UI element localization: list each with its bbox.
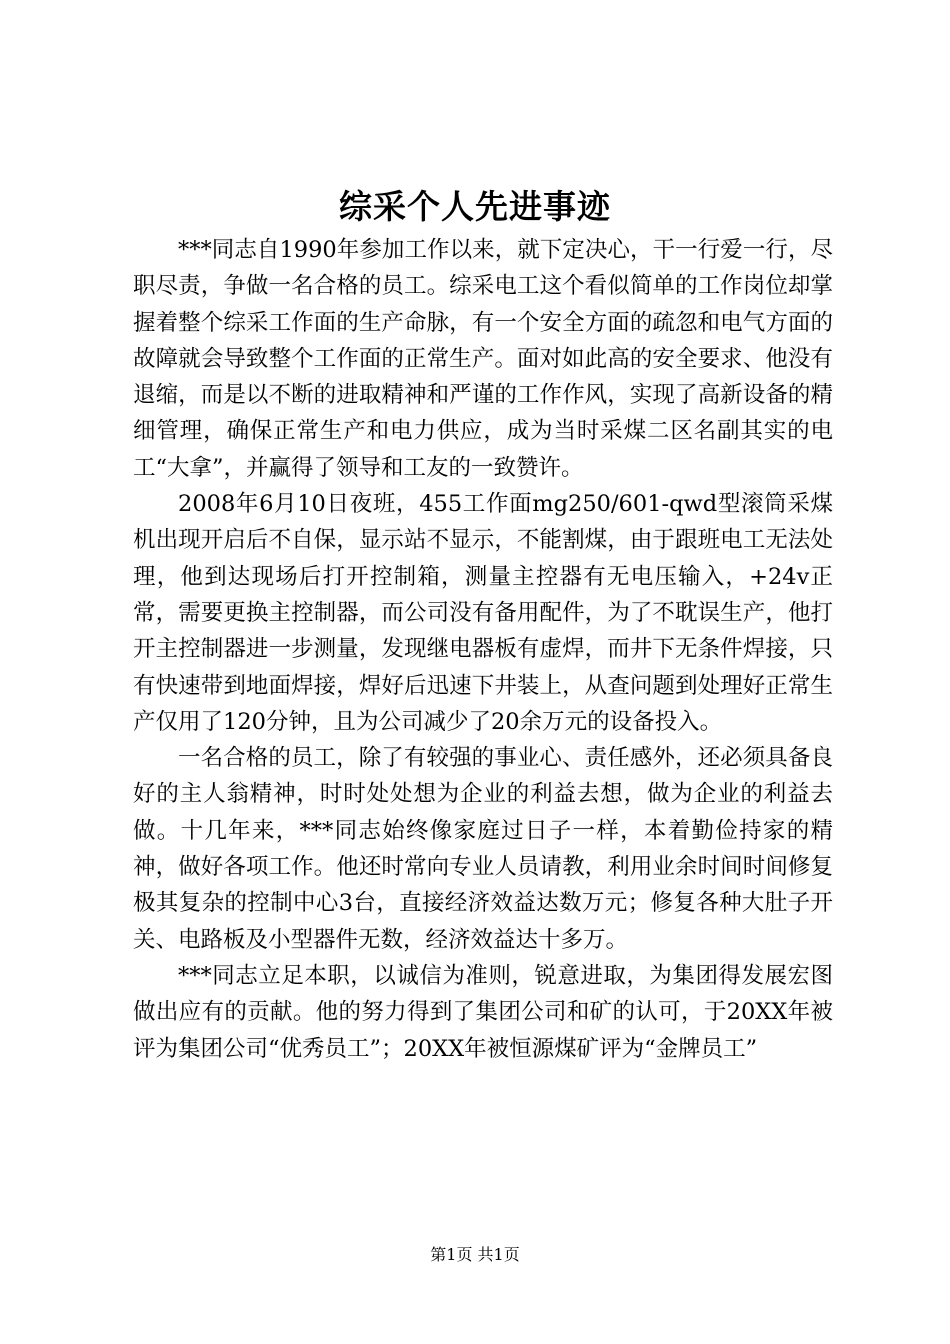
paragraph-2: 2008年6月10日夜班，455工作面mg250/601-qwd型滚筒采煤机出现开启后不自保，显示站不显示，不能割煤，由于跟班电工无法处理，他到达现场后打开控制箱，测量主控器有无电压输入，+24v正常，需要更换主控制器，而公司没有备用配件，为了不耽误生产，他打开主控制器进一步测量，发现继电器板有虚焊，而井下无条件焊接，只有快速带到地面焊接，焊好后迅速下井装上，从查问题到处理好正常生产仅用了120分钟，且为公司减少了20余万元的设备投入。 (133, 491, 833, 735)
paragraph-3: 一名合格的员工，除了有较强的事业心、责任感外，还必须具备良好的主人翁精神，时时处处想为企业的利益去想，做为企业的利益去做。十几年来，***同志始终像家庭过日子一样，本着勤俭持家的精神，做好各项工作。他还时常向专业人员请教，利用业余时间时间修复极其复杂的控制中心3台，直接经济效益达数万元；修复各种大肚子开关、电路板及小型器件无数，经济效益达十多万。 (133, 745, 833, 953)
document-title: 综采个人先进事迹 (339, 187, 611, 226)
page-number-footer: 第1页 共1页 (430, 1245, 520, 1264)
document-body (133, 232, 833, 1067)
paragraph-4: ***同志立足本职，以诚信为准则，锐意进取，为集团得发展宏图做出应有的贡献。他的努力得到了集团公司和矿的认可，于20XX年被评为集团公司“优秀员工”；20XX年被恒源煤矿评为“金牌员工” (133, 962, 833, 1062)
paragraph-1: ***同志自1990年参加工作以来，就下定决心，干一行爱一行，尽职尽责，争做一名合格的员工。综采电工这个看似简单的工作岗位却掌握着整个综采工作面的生产命脉，有一个安全方面的疏忽和电气方面的故障就会导致整个工作面的正常生产。面对如此高的安全要求、他没有退缩，而是以不断的进取精神和严谨的工作作风，实现了高新设备的精细管理，确保正常生产和电力供应，成为当时采煤二区名副其实的电工“大拿”，并赢得了领导和工友的一致赞许。 (133, 237, 833, 481)
